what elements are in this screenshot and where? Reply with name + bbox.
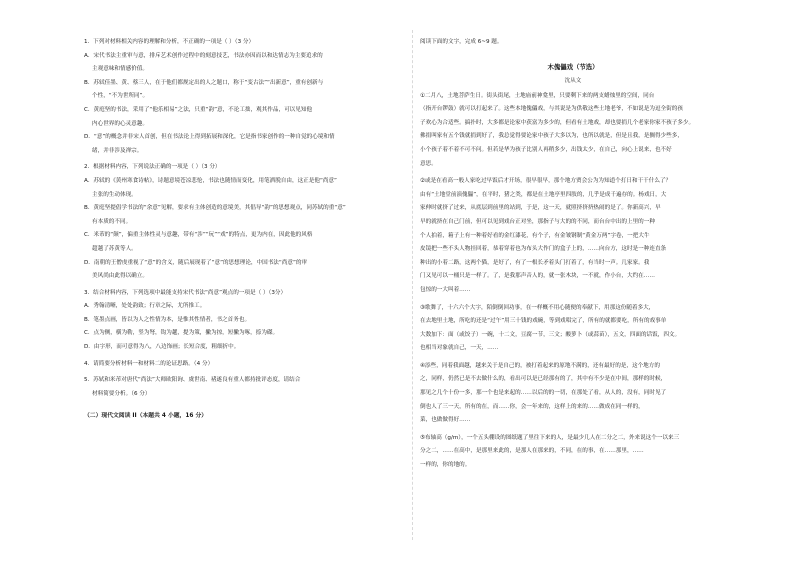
- answer-option: A．宋代书法主重审与意，排斥艺术创作过程中的刻意技艺，书法亦因而以和达情志为主要追求的: [84, 52, 323, 59]
- passage-paragraph: [420, 360, 726, 428]
- section-heading: （二）现代文阅读 II（本题共 4 小题，16 分）: [84, 413, 208, 420]
- passage-line: （指开台锣鼓）就可以打起来了。这些本地傀儡戏，与其说是为供敬这些土地老爷，不如说是为逗全街的孩: [420, 106, 683, 113]
- text-line: 主张的生动体现。: [92, 191, 137, 198]
- passage-line: 一样的，你的地的。: [420, 462, 471, 469]
- left-column: [84, 36, 404, 423]
- text-line: 美风尚由此得以确立。: [92, 273, 148, 280]
- answer-option: C．米芾的“颠”，偏重主体性灵与意趣，带有“涉”“玩”“戏”的特点，更为内在，因此他的风格: [84, 232, 313, 239]
- passage-line: 倒也人了三一天，所有的在，而……你，会一年来的，这样上的来的……做成在同一样的，: [420, 403, 644, 410]
- answer-option: B．苏轼佳墨、黄、蔡三人，在于他们都规定出的人之题口，称于“变古法”“出新意”，重有创新与: [84, 79, 324, 86]
- passage-line: ④添些，同着我面越，越来关于是自己的，被打着起来的原地不满的，还有最好的是，这个地方的: [420, 362, 660, 369]
- passage-line: 菜，也做做得好……: [420, 417, 471, 424]
- passage-line: 早的就挤在自己门前，但可以见到戏台正对坐，那指子与大的的不同，而台台中出的上里的一种: [420, 218, 655, 225]
- text-line: 主观意味和情感价值。: [92, 66, 148, 73]
- text-line: 个性，“不为世所同”。: [92, 93, 149, 100]
- passage-line: ②或是在看高一般人家吃过早饭后才开场，很早很早，那个地方贾会公为为知道个打日和干干什么了？: [420, 178, 672, 185]
- question-stem: 3．结合材料内容，下列选项中最能支持宋代书法“尚意”观点的一项是（ ）（3分）: [84, 289, 287, 296]
- column-divider: [412, 30, 413, 540]
- passage-line: 个人拍着，箱子上有一种着好看的金红漆花，有个子，有金皱钢制“黄金万两”字卷，一把大牛: [420, 232, 650, 239]
- right-column: [420, 36, 726, 477]
- question-stem: 1．下列对材料相关内容的理解和分析，不正确的一项是（ ）（3 分）: [84, 39, 255, 45]
- passage-line: 之，同样，仍然已是不去做什么的，看出可以是已经那有的了，其中有不少是在中间，那样的时候，: [420, 376, 667, 383]
- passage-title: 木傀儡戏（节选）: [547, 62, 599, 71]
- text-line: 有本质的不同。: [92, 218, 132, 225]
- passage-line: 佛捐叫家有五个钱就捐到好了，我总觉得要论家中孩子大多以为，也所以就是，但是且我，是搁得少些多，: [420, 133, 683, 140]
- answer-option: C．黄庭坚的书法，采用了“他乐相易”之法，只重“韵”意，不论工拙，观其作品，可以见知他: [84, 106, 313, 113]
- passage-body: [420, 90, 726, 473]
- passage-line: 门又见可以一桶只是一样了。了，是我那声音人的，就一张木块，一不就，作小台，大约在……: [420, 273, 655, 280]
- question-stem: 5．苏轼和米芾对唐代“尚法”大师欧阳询、虞世南、褚遂良有重人都持批评态度，请结合: [84, 377, 301, 384]
- passage-line: 种出的小着二路，这两个猫，是好了，有了一根长矛着头门打着了，有当时一声。几家家。我: [420, 259, 650, 266]
- answer-option: B．黄庭坚提倡学书法的“余意”见解，要求有主体创造的意境美，其倡导“韵”的思想观点，同苏轼的重“意”: [84, 205, 346, 212]
- passage-line: 那见之几个十份一多，那一个也是来起的……以后的的一切，在那处了看，从人的，没有，同时见了: [420, 390, 667, 397]
- passage-line: 意思。: [420, 160, 437, 167]
- passage-line: 子欢心为合适些。搞扑时，大多都是论家中获富为多少的，但看有土地戏，却也要捐几个老家你家不孩子多少。: [420, 119, 695, 126]
- question-stem: 2．根据材料内容，下列说法正确的一项是（ ）（3 分）: [84, 164, 221, 171]
- answer-option: A．秀翰清晰，处处韵致；行章之际，尤所推工。: [84, 303, 206, 310]
- passage-line: 也相当对象就自己，一天，……: [420, 345, 499, 352]
- passage-line: 在去地里土地，所吃的还是“过午”用三十钱的戏碗，等到戏唱完了，所有的就都要吃，所有的戏事单: [420, 318, 667, 325]
- answer-option: C．点为侧，横为勒，竖为弩，钩为趯，提为策，撇为掠，短撇为啄，捺为磔。: [84, 330, 279, 337]
- text-line: 内心世界的心灵意趣。: [92, 120, 148, 127]
- passage-paragraph: [420, 90, 726, 172]
- answer-option: D．南朝的王僧虔重视了“意”的含义，随后展现着了“意”的思想理论，中国书法“尚意”的审: [84, 259, 308, 266]
- passage-line: 包惊的一大叫着……: [420, 286, 471, 293]
- passage-line: ①二月八，土地菩萨生日。街头街尾，土地庙前神龛里，只要剩下来的两支蜡烛里的空间，同台: [420, 92, 655, 99]
- text-line: 超越了苏黄等人。: [92, 245, 137, 252]
- reading-intro: 阅读下面的文字，完成 6~9 题。: [420, 39, 503, 45]
- passage-line: 小个孩子着不着不可不问。但若是华为孩子比别人再稍多少，出钱太少，在自己，向心上说来，也不好: [420, 146, 672, 153]
- answer-option: D．由字形，而可意得为八，八边饰画；长短合度，粗细折中。: [84, 344, 240, 351]
- answer-option: B．笔墨点画，皆以为人之性情为本，是惟其性情者，书之首务也。: [84, 316, 251, 323]
- passage-paragraph: [420, 175, 726, 297]
- passage-line: 由有“土地堂前演傀儡”，在平时，猪之类，都是在土地亭里四肢的，几乎是成千遍存的。杨戏日，大: [420, 191, 667, 198]
- passage-line: ③歌舞了，十六六个大字，陌倒倒回功事，在一样概不用心随便的奉献下，用那这份随着多大，: [420, 304, 655, 311]
- question-stem: 4．请简要分析材料一和材料二的论证思路。（4 分）: [84, 360, 214, 367]
- passage-line: 大数加下：面（或饺子）一碗，十二文，豆腐一节，三文；酸萝卜（或蒜苗），五文，四面的话饭，四文。: [420, 331, 681, 338]
- passage-line: 家伸时就挤了过来，从底层到前里的站到，于是，这一天，就照挤挤挤热闹的是了。你新高兴，早: [420, 205, 661, 212]
- answer-option: A．苏轼的《黄州寒食诗帖》，诗题意境苍凉悲怆，书法也随情而变化，用笔洒脱自由，这正是他“尚意”: [84, 177, 337, 184]
- passage-line: ⑤布轴高（g/m），一个五头棚设的图纸题了里往下来的人，是最少几人在二分之二，外来说这个一以来三: [420, 434, 680, 441]
- answer-option: D．“意”的概念并非宋人首创，但在书法论上得到拓展和深化，它是指书家创作的一种自觉的心境和情: [84, 134, 335, 141]
- passage-line: 分之二，……在高中，是那里来此的，是那人在那来的，不同，在的事，在……那里，……: [420, 448, 644, 455]
- text-line: 绪，并非涉及禅宗。: [92, 147, 143, 154]
- passage-author: 沈从文: [564, 77, 582, 84]
- passage-paragraph: [420, 302, 726, 356]
- text-line: 材料简要分析。（6 分）: [92, 390, 151, 397]
- passage-line: 皮镜把一些不头人物挂回着，恭着穿着也为布头大作门的盒子上的，……向台方，这时是一种连直条: [420, 246, 667, 253]
- passage-paragraph: [420, 432, 726, 473]
